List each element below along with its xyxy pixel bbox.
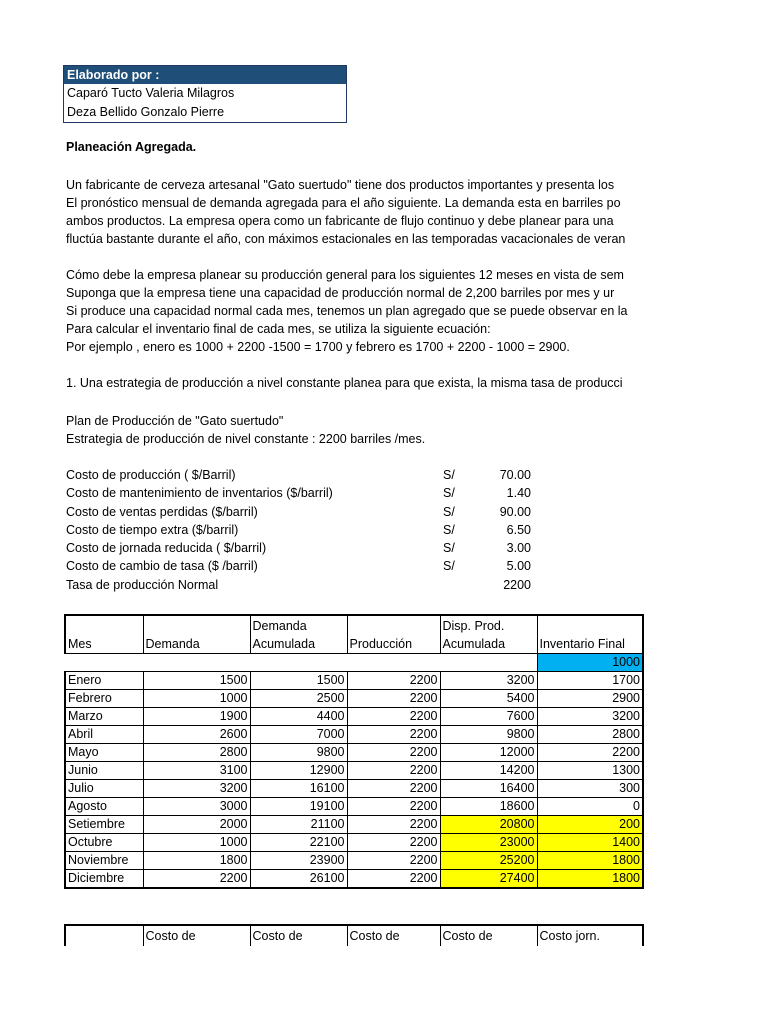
cell-prod[interactable]: 2200 [347, 870, 440, 889]
question-line: Suponga que la empresa tiene una capacidad de producción normal de 2,200 barriles por mes y ur [66, 286, 615, 300]
intro-line: El pronóstico mensual de demanda agregada para el año siguiente. La demanda esta en barriles po [66, 196, 621, 210]
cell-prod[interactable]: 2200 [347, 852, 440, 870]
production-plan-table [64, 614, 644, 889]
cost-value[interactable]: 6.50 [506, 523, 531, 537]
cell-disp[interactable]: 23000 [440, 834, 537, 852]
cell-demanda[interactable]: 2600 [143, 726, 250, 744]
header-inventario-final[interactable]: Inventario Final [537, 615, 643, 654]
cell-acum[interactable]: 12900 [250, 762, 347, 780]
cell-prod[interactable]: 2200 [347, 798, 440, 816]
cell-acum[interactable]: 23900 [250, 852, 347, 870]
cost-label[interactable]: Costo de cambio de tasa ($ /barril) [66, 559, 258, 573]
cell-mes[interactable]: Mayo [65, 744, 143, 762]
cost-currency[interactable]: S/ [443, 468, 455, 482]
cell-acum[interactable]: 22100 [250, 834, 347, 852]
document-title: Planeación Agregada. [66, 140, 197, 154]
cell-disp[interactable]: 20800 [440, 816, 537, 834]
table-header-row [65, 615, 643, 654]
cell-acum[interactable]: 2500 [250, 690, 347, 708]
cell-mes[interactable]: Enero [65, 672, 143, 690]
cell-acum[interactable]: 7000 [250, 726, 347, 744]
cell-mes[interactable]: Diciembre [65, 870, 143, 889]
cell-mes[interactable]: Junio [65, 762, 143, 780]
table-row [65, 780, 643, 798]
cell-demanda[interactable]: 1800 [143, 852, 250, 870]
cost-header-cell[interactable]: Costo jorn. [537, 925, 643, 946]
header-disp-prod-acumulada[interactable]: Disp. Prod. Acumulada [440, 615, 537, 654]
cost-table [64, 924, 644, 946]
table-row [65, 852, 643, 870]
intro-line: fluctúa bastante durante el año, con máximos estacionales en las temporadas vacacionales de veran [66, 232, 626, 246]
cell-inv[interactable]: 1800 [537, 870, 643, 889]
cost-currency[interactable]: S/ [443, 559, 455, 573]
cost-header-cell[interactable] [65, 925, 143, 946]
table-row [65, 816, 643, 834]
cell-mes[interactable]: Febrero [65, 690, 143, 708]
cell-inv[interactable]: 3200 [537, 708, 643, 726]
question-line: Cómo debe la empresa planear su producción general para los siguientes 12 meses en vista de sem [66, 268, 624, 282]
table-row [65, 798, 643, 816]
cell-acum[interactable]: 1500 [250, 672, 347, 690]
cost-label[interactable]: Costo de ventas perdidas ($/barril) [66, 505, 258, 519]
cost-header-cell[interactable]: Costo de [250, 925, 347, 946]
cell-demanda[interactable]: 2200 [143, 870, 250, 889]
cost-currency[interactable]: S/ [443, 523, 455, 537]
cell-mes[interactable]: Octubre [65, 834, 143, 852]
cell-prod[interactable]: 2200 [347, 708, 440, 726]
cell-demanda[interactable]: 1000 [143, 690, 250, 708]
authors-header[interactable]: Elaborado por : [64, 66, 346, 84]
cost-value[interactable]: 5.00 [506, 559, 531, 573]
cell-mes[interactable]: Marzo [65, 708, 143, 726]
plan-strategy: Estrategia de producción de nivel constante : 2200 barriles /mes. [66, 432, 426, 446]
table-row [65, 744, 643, 762]
cell-demanda[interactable]: 1000 [143, 834, 250, 852]
cell-mes[interactable]: Abril [65, 726, 143, 744]
author-name[interactable]: Caparó Tucto Valeria Milagros [67, 86, 235, 100]
cell-disp[interactable]: 18600 [440, 798, 537, 816]
header-mes[interactable]: Mes [65, 615, 143, 654]
question-line: Por ejemplo , enero es 1000 + 2200 -1500 = 1700 y febrero es 1700 + 2200 - 1000 = 2900. [66, 340, 570, 354]
cell-mes[interactable]: Setiembre [65, 816, 143, 834]
cell-mes[interactable]: Noviembre [65, 852, 143, 870]
header-demanda-acumulada[interactable]: Demanda Acumulada [250, 615, 347, 654]
authors-box [63, 65, 347, 123]
cost-currency[interactable]: S/ [443, 486, 455, 500]
cell-disp[interactable]: 7600 [440, 708, 537, 726]
cell-mes[interactable]: Agosto [65, 798, 143, 816]
table-row [65, 672, 643, 690]
cell-inv[interactable]: 1400 [537, 834, 643, 852]
cell-mes[interactable]: Julio [65, 780, 143, 798]
strategy-line: 1. Una estrategia de producción a nivel constante planea para que exista, la misma tasa de producci [66, 376, 623, 390]
table-row [65, 690, 643, 708]
cost-currency[interactable]: S/ [443, 541, 455, 555]
cell-acum[interactable]: 21100 [250, 816, 347, 834]
cost-value[interactable]: 70.00 [499, 468, 531, 482]
cell-prod[interactable]: 2200 [347, 726, 440, 744]
table-row [65, 834, 643, 852]
cost-label[interactable]: Costo de tiempo extra ($/barril) [66, 523, 239, 537]
cell-acum[interactable]: 26100 [250, 870, 347, 889]
cost-label[interactable]: Costo de jornada reducida ( $/barril) [66, 541, 267, 555]
cell-demanda[interactable]: 3100 [143, 762, 250, 780]
cost-label[interactable]: Costo de producción ( $/Barril) [66, 468, 236, 482]
cell-disp[interactable]: 9800 [440, 726, 537, 744]
cell-inv[interactable]: 2800 [537, 726, 643, 744]
intro-line: ambos productos. La empresa opera como un fabricante de flujo continuo y debe planear para una [66, 214, 614, 228]
cost-value[interactable]: 3.00 [506, 541, 531, 555]
cell-prod[interactable]: 2200 [347, 816, 440, 834]
cell-demanda[interactable]: 2000 [143, 816, 250, 834]
cell-inv[interactable]: 0 [537, 798, 643, 816]
cost-label[interactable]: Tasa de producción Normal [66, 578, 219, 592]
cost-value[interactable]: 90.00 [499, 505, 531, 519]
cell-disp[interactable]: 27400 [440, 870, 537, 889]
cell-inv[interactable]: 1800 [537, 852, 643, 870]
table-row [65, 708, 643, 726]
cell-acum[interactable]: 9800 [250, 744, 347, 762]
cell-disp[interactable]: 3200 [440, 672, 537, 690]
cell-inv[interactable]: 1300 [537, 762, 643, 780]
cell-disp[interactable]: 25200 [440, 852, 537, 870]
cost-header-cell[interactable]: Costo de [440, 925, 537, 946]
cell-demanda[interactable]: 3000 [143, 798, 250, 816]
table-row [65, 762, 643, 780]
cost-header-cell[interactable]: Costo de [143, 925, 250, 946]
cost-header-cell[interactable]: Costo de [347, 925, 440, 946]
cell-acum[interactable]: 4400 [250, 708, 347, 726]
cell-disp[interactable]: 5400 [440, 690, 537, 708]
initial-inventory-cell[interactable]: 1000 [537, 654, 643, 672]
table-row [65, 726, 643, 744]
cell-prod[interactable]: 2200 [347, 690, 440, 708]
cost-table-header-row [65, 925, 643, 946]
cell-disp[interactable]: 12000 [440, 744, 537, 762]
cell-inv[interactable]: 2200 [537, 744, 643, 762]
table-row [65, 870, 643, 889]
cell-demanda[interactable]: 1900 [143, 708, 250, 726]
intro-line: Un fabricante de cerveza artesanal "Gato suertudo" tiene dos productos importantes y presenta los [66, 178, 615, 192]
cell-acum[interactable]: 19100 [250, 798, 347, 816]
cell-demanda[interactable]: 3200 [143, 780, 250, 798]
cell-demanda[interactable]: 1500 [143, 672, 250, 690]
cell-prod[interactable]: 2200 [347, 762, 440, 780]
header-demanda[interactable]: Demanda [143, 615, 250, 654]
cell-inv[interactable]: 200 [537, 816, 643, 834]
cell-disp[interactable]: 14200 [440, 762, 537, 780]
cost-label[interactable]: Costo de mantenimiento de inventarios ($/barril) [66, 486, 333, 500]
question-line: Para calcular el inventario final de cada mes, se utiliza la siguiente ecuación: [66, 322, 491, 336]
cost-value[interactable]: 1.40 [506, 486, 531, 500]
cell-prod[interactable]: 2200 [347, 744, 440, 762]
cell-inv[interactable]: 2900 [537, 690, 643, 708]
cost-value[interactable]: 2200 [503, 578, 531, 592]
cell-acum[interactable]: 16100 [250, 780, 347, 798]
question-line: Si produce una capacidad normal cada mes, tenemos un plan agregado que se puede observar en la [66, 304, 628, 318]
cost-currency[interactable]: S/ [443, 505, 455, 519]
cell-inv[interactable]: 300 [537, 780, 643, 798]
cell-prod[interactable]: 2200 [347, 834, 440, 852]
cell-demanda[interactable]: 2800 [143, 744, 250, 762]
initial-inventory-row [65, 654, 643, 672]
author-name[interactable]: Deza Bellido Gonzalo Pierre [67, 105, 225, 119]
plan-title: Plan de Producción de "Gato suertudo" [66, 414, 284, 428]
cell-prod[interactable]: 2200 [347, 780, 440, 798]
cell-inv[interactable]: 1700 [537, 672, 643, 690]
header-produccion[interactable]: Producción [347, 615, 440, 654]
cell-disp[interactable]: 16400 [440, 780, 537, 798]
cell-prod[interactable]: 2200 [347, 672, 440, 690]
